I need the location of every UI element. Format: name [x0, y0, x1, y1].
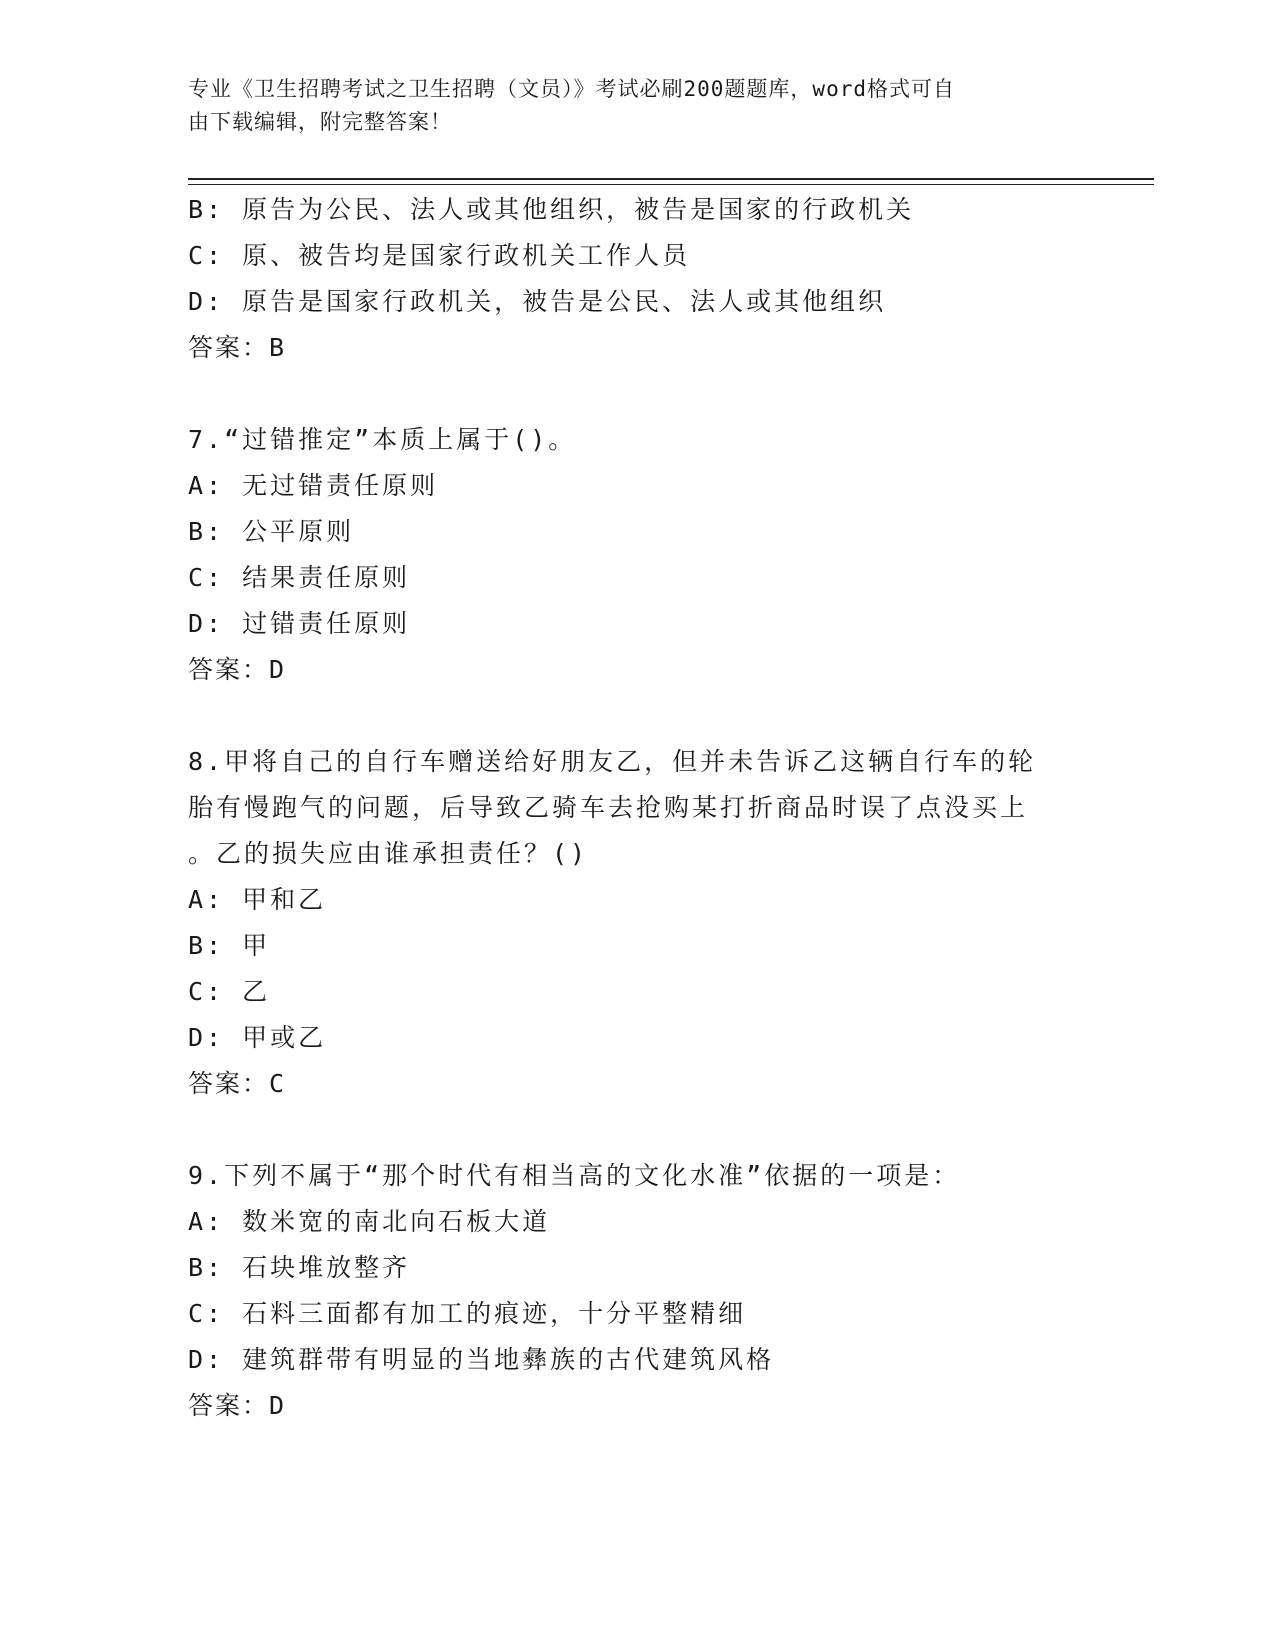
question-list [188, 187, 1088, 1429]
header-divider-thick [188, 178, 1154, 180]
question-stem: 9.下列不属于“那个时代有相当高的文化水准”依据的一项是： [188, 1161, 961, 1190]
question-stem: 7.“过错推定”本质上属于()。 [188, 425, 577, 454]
question-block-9 [188, 1153, 1088, 1429]
option-d: D: 过错责任原则 [188, 609, 411, 638]
option-d: D: 建筑群带有明显的当地彝族的古代建筑风格 [188, 1345, 775, 1374]
spacer [188, 693, 1088, 739]
option-a: A: 数米宽的南北向石板大道 [188, 1207, 551, 1236]
spacer [188, 371, 1088, 417]
answer-line: 答案：C [188, 1069, 287, 1098]
question-block-partial [188, 187, 1088, 371]
option-b: B: 甲 [188, 931, 271, 960]
document-header [188, 73, 1068, 139]
question-stem: 8.甲将自己的自行车赠送给好朋友乙，但并未告诉乙这辆自行车的轮 [188, 747, 1037, 776]
spacer [188, 1107, 1088, 1153]
question-stem: 胎有慢跑气的问题，后导致乙骑车去抢购某打折商品时误了点没买上 [188, 793, 1029, 822]
question-stem: 。乙的损失应由谁承担责任？() [188, 839, 589, 868]
option-b: B: 原告为公民、法人或其他组织，被告是国家的行政机关 [188, 195, 915, 224]
question-block-7 [188, 417, 1088, 693]
question-block-8 [188, 739, 1088, 1107]
answer-line: 答案：D [188, 655, 287, 684]
option-b: B: 石块堆放整齐 [188, 1253, 411, 1282]
answer-line: 答案：B [188, 333, 287, 362]
option-c: C: 结果责任原则 [188, 563, 411, 592]
option-d: D: 甲或乙 [188, 1023, 327, 1052]
option-c: C: 石料三面都有加工的痕迹，十分平整精细 [188, 1299, 747, 1328]
option-c: C: 乙 [188, 977, 271, 1006]
header-line: 由下载编辑，附完整答案！ [188, 110, 452, 134]
option-d: D: 原告是国家行政机关，被告是公民、法人或其他组织 [188, 287, 887, 316]
header-line: 专业《卫生招聘考试之卫生招聘（文员）》考试必刷200题题库，word格式可自 [188, 77, 955, 101]
option-c: C: 原、被告均是国家行政机关工作人员 [188, 241, 691, 270]
answer-line: 答案：D [188, 1391, 287, 1420]
option-a: A: 无过错责任原则 [188, 471, 439, 500]
header-divider-thin [188, 184, 1154, 185]
option-b: B: 公平原则 [188, 517, 355, 546]
option-a: A: 甲和乙 [188, 885, 327, 914]
